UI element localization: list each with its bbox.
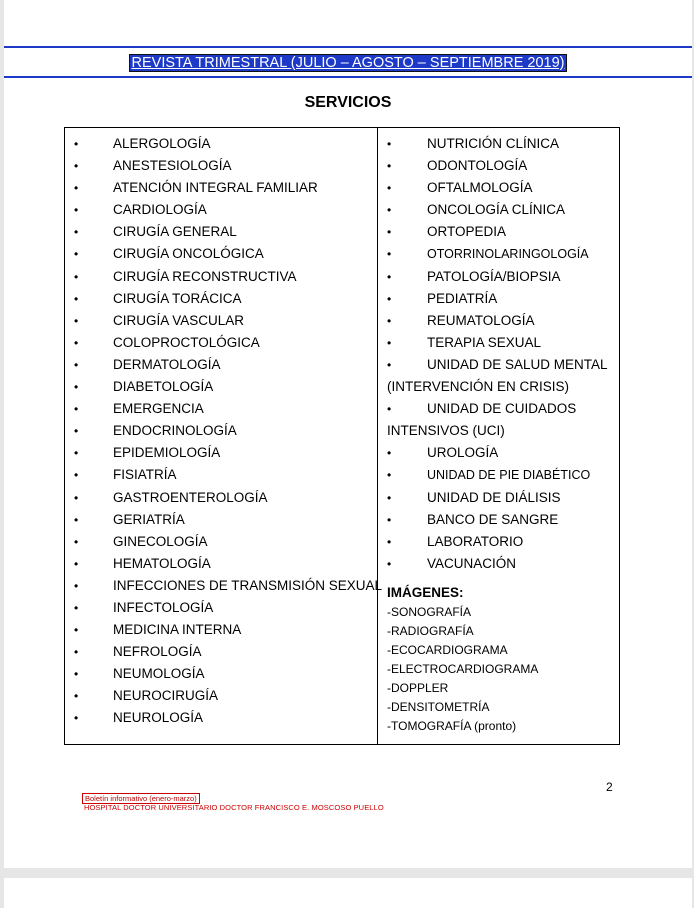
service-label-continuation: (INTERVENCIÓN EN CRISIS) <box>387 379 570 395</box>
service-label: REUMATOLOGÍA <box>427 312 535 328</box>
service-label: EPIDEMIOLOGÍA <box>113 445 221 461</box>
list-item <box>65 597 377 619</box>
bullet-icon: • <box>387 159 392 174</box>
list-item <box>65 398 377 420</box>
service-label: UROLOGÍA <box>427 445 499 461</box>
list-item <box>65 133 377 155</box>
bullet-icon: • <box>74 667 79 682</box>
list-item <box>65 221 377 243</box>
list-item <box>65 199 377 221</box>
imaging-item: -ECOCARDIOGRAMA <box>387 642 508 657</box>
bullet-icon: • <box>74 380 79 395</box>
bullet-icon: • <box>387 269 392 284</box>
bullet-icon: • <box>387 225 392 240</box>
list-item <box>65 464 377 486</box>
list-item <box>378 155 620 177</box>
service-label: NEFROLOGÍA <box>113 644 202 660</box>
bulletin-label: Boletín informativo (enero-marzo) <box>82 793 200 804</box>
service-label: INFECTOLOGÍA <box>113 599 214 615</box>
list-item <box>65 332 377 354</box>
list-item <box>65 177 377 199</box>
imaging-item: -DOPPLER <box>387 680 449 695</box>
service-label: LABORATORIO <box>427 533 524 549</box>
list-item <box>65 376 377 398</box>
bullet-icon: • <box>74 203 79 218</box>
hospital-name: HOSPITAL DOCTOR UNIVERSITARIO DOCTOR FRANCISCO E. MOSCOSO PUELLO <box>84 803 384 812</box>
service-label-continuation: INTENSIVOS (UCI) <box>387 423 505 439</box>
list-item <box>65 663 377 685</box>
list-item <box>65 420 377 442</box>
service-label: DIABETOLOGÍA <box>113 379 214 395</box>
list-item <box>378 133 620 155</box>
list-item <box>65 243 377 265</box>
service-label: UNIDAD DE DIÁLISIS <box>427 489 561 505</box>
list-item-continuation <box>378 376 620 398</box>
header-rule-bottom <box>4 76 692 78</box>
bullet-icon: • <box>74 490 79 505</box>
service-label: VACUNACIÓN <box>427 555 517 571</box>
list-item <box>65 685 377 707</box>
service-label: CIRUGÍA TORÁCICA <box>113 290 242 306</box>
bullet-icon: • <box>74 623 79 638</box>
header-title: REVISTA TRIMESTRAL (JULIO – AGOSTO – SEPTIEMBRE 2019) <box>131 55 565 71</box>
list-item <box>378 509 620 531</box>
bullet-icon: • <box>74 424 79 439</box>
service-label: NEUROCIRUGÍA <box>113 688 219 704</box>
bullet-icon: • <box>387 446 392 461</box>
section-title: SERVICIOS <box>304 94 392 111</box>
list-item <box>378 177 620 199</box>
bullet-icon: • <box>74 137 79 151</box>
service-label: MEDICINA INTERNA <box>113 622 242 638</box>
page-number: 2 <box>606 780 613 794</box>
next-page-edge <box>4 878 692 908</box>
list-item <box>378 332 620 354</box>
bullet-icon: • <box>74 225 79 240</box>
bullet-icon: • <box>387 313 392 328</box>
list-item <box>378 442 620 464</box>
service-label: NEUROLOGÍA <box>113 710 204 726</box>
service-label: NEUMOLOGÍA <box>113 666 205 682</box>
imaging-item: -TOMOGRAFÍA (pronto) <box>387 718 517 733</box>
bullet-icon: • <box>74 512 79 527</box>
service-label: CIRUGÍA GENERAL <box>113 224 237 240</box>
bullet-icon: • <box>387 556 392 571</box>
service-label: COLOPROCTOLÓGICA <box>113 334 260 350</box>
list-item <box>65 354 377 376</box>
list-item <box>378 310 620 332</box>
list-item <box>378 398 620 420</box>
list-item <box>65 619 377 641</box>
bullet-icon: • <box>74 247 79 262</box>
bullet-icon: • <box>74 313 79 328</box>
bullet-icon: • <box>387 203 392 218</box>
list-item <box>65 442 377 464</box>
list-item <box>65 266 377 288</box>
bullet-icon: • <box>387 247 392 262</box>
imaging-item: -ELECTROCARDIOGRAMA <box>387 661 539 676</box>
service-label: GASTROENTEROLOGÍA <box>113 489 268 505</box>
service-label: UNIDAD DE CUIDADOS <box>427 401 577 417</box>
bullet-icon: • <box>74 269 79 284</box>
bullet-icon: • <box>74 335 79 350</box>
service-label: BANCO DE SANGRE <box>427 511 559 527</box>
list-item <box>378 553 620 575</box>
imagenes-heading: IMÁGENES: <box>387 584 464 600</box>
service-label: CARDIOLOGÍA <box>113 202 207 218</box>
list-item <box>65 531 377 553</box>
bullet-icon: • <box>387 402 392 417</box>
imagenes-list <box>378 603 620 736</box>
bullet-icon: • <box>74 291 79 306</box>
service-label: HEMATOLOGÍA <box>113 555 211 571</box>
list-item-continuation <box>378 420 620 442</box>
bullet-icon: • <box>387 468 392 483</box>
service-label: PATOLOGÍA/BIOPSIA <box>427 268 561 284</box>
service-label: NUTRICIÓN CLÍNICA <box>427 136 560 151</box>
header-banner <box>4 54 692 72</box>
service-label: DERMATOLOGÍA <box>113 356 221 372</box>
list-item <box>65 509 377 531</box>
list-item <box>378 266 620 288</box>
bullet-icon: • <box>387 137 392 151</box>
list-item <box>65 575 383 597</box>
bullet-icon: • <box>74 556 79 571</box>
service-label: PEDIATRÍA <box>427 290 498 306</box>
imaging-item: -RADIOGRAFÍA <box>387 623 474 638</box>
service-label: OTORRINOLARINGOLOGÍA <box>427 247 589 262</box>
list-item <box>378 243 620 265</box>
service-label: ENDOCRINOLOGÍA <box>113 423 237 439</box>
bullet-icon: • <box>74 159 79 174</box>
bullet-icon: • <box>74 534 79 549</box>
service-label: ONCOLOGÍA CLÍNICA <box>427 202 566 218</box>
bullet-icon: • <box>74 357 79 372</box>
list-item <box>65 641 377 663</box>
bullet-icon: • <box>387 357 392 372</box>
services-left-column <box>65 133 383 730</box>
bullet-icon: • <box>74 600 79 615</box>
service-label: CIRUGÍA VASCULAR <box>113 312 245 328</box>
service-label: INFECCIONES DE TRANSMISIÓN SEXUAL <box>113 577 383 593</box>
list-item <box>65 487 377 509</box>
list-item <box>378 199 620 221</box>
bullet-icon: • <box>74 402 79 417</box>
service-label: UNIDAD DE PIE DIABÉTICO <box>427 468 591 483</box>
bullet-icon: • <box>74 578 79 593</box>
service-label: TERAPIA SEXUAL <box>427 334 542 350</box>
bullet-icon: • <box>74 181 79 196</box>
imaging-item: -SONOGRAFÍA <box>387 604 472 619</box>
list-item <box>378 221 620 243</box>
bullet-icon: • <box>387 335 392 350</box>
service-label: ODONTOLOGÍA <box>427 158 528 174</box>
bullet-icon: • <box>387 181 392 196</box>
imaging-item: -DENSITOMETRÍA <box>387 699 490 714</box>
service-label: ALERGOLOGÍA <box>113 136 211 151</box>
list-item <box>65 707 377 729</box>
document-page <box>4 0 692 868</box>
service-label: GINECOLOGÍA <box>113 533 208 549</box>
bullet-icon: • <box>74 689 79 704</box>
bullet-icon: • <box>387 534 392 549</box>
service-label: FISIATRÍA <box>113 467 177 483</box>
service-label: EMERGENCIA <box>113 401 204 417</box>
list-item <box>378 531 620 553</box>
header-rule-top <box>4 46 692 48</box>
list-item <box>65 553 377 575</box>
bullet-icon: • <box>74 711 79 726</box>
service-label: ORTOPEDIA <box>427 224 507 240</box>
list-item <box>65 310 377 332</box>
list-item <box>378 464 620 486</box>
list-item <box>65 155 377 177</box>
bullet-icon: • <box>387 490 392 505</box>
service-label: CIRUGÍA ONCOLÓGICA <box>113 246 264 262</box>
services-table <box>64 127 620 745</box>
bullet-icon: • <box>74 468 79 483</box>
bullet-icon: • <box>74 446 79 461</box>
service-label: GERIATRÍA <box>113 511 185 527</box>
list-item <box>378 288 620 310</box>
service-label: ATENCIÓN INTEGRAL FAMILIAR <box>113 180 318 196</box>
bullet-icon: • <box>387 291 392 306</box>
list-item <box>378 487 620 509</box>
bullet-icon: • <box>74 645 79 660</box>
list-item <box>378 354 620 376</box>
service-label: OFTALMOLOGÍA <box>427 180 533 196</box>
services-right-column <box>378 133 620 736</box>
bullet-icon: • <box>387 512 392 527</box>
list-item <box>65 288 377 310</box>
service-label: UNIDAD DE SALUD MENTAL <box>427 356 608 372</box>
service-label: CIRUGÍA RECONSTRUCTIVA <box>113 268 297 284</box>
service-label: ANESTESIOLOGÍA <box>113 158 232 174</box>
